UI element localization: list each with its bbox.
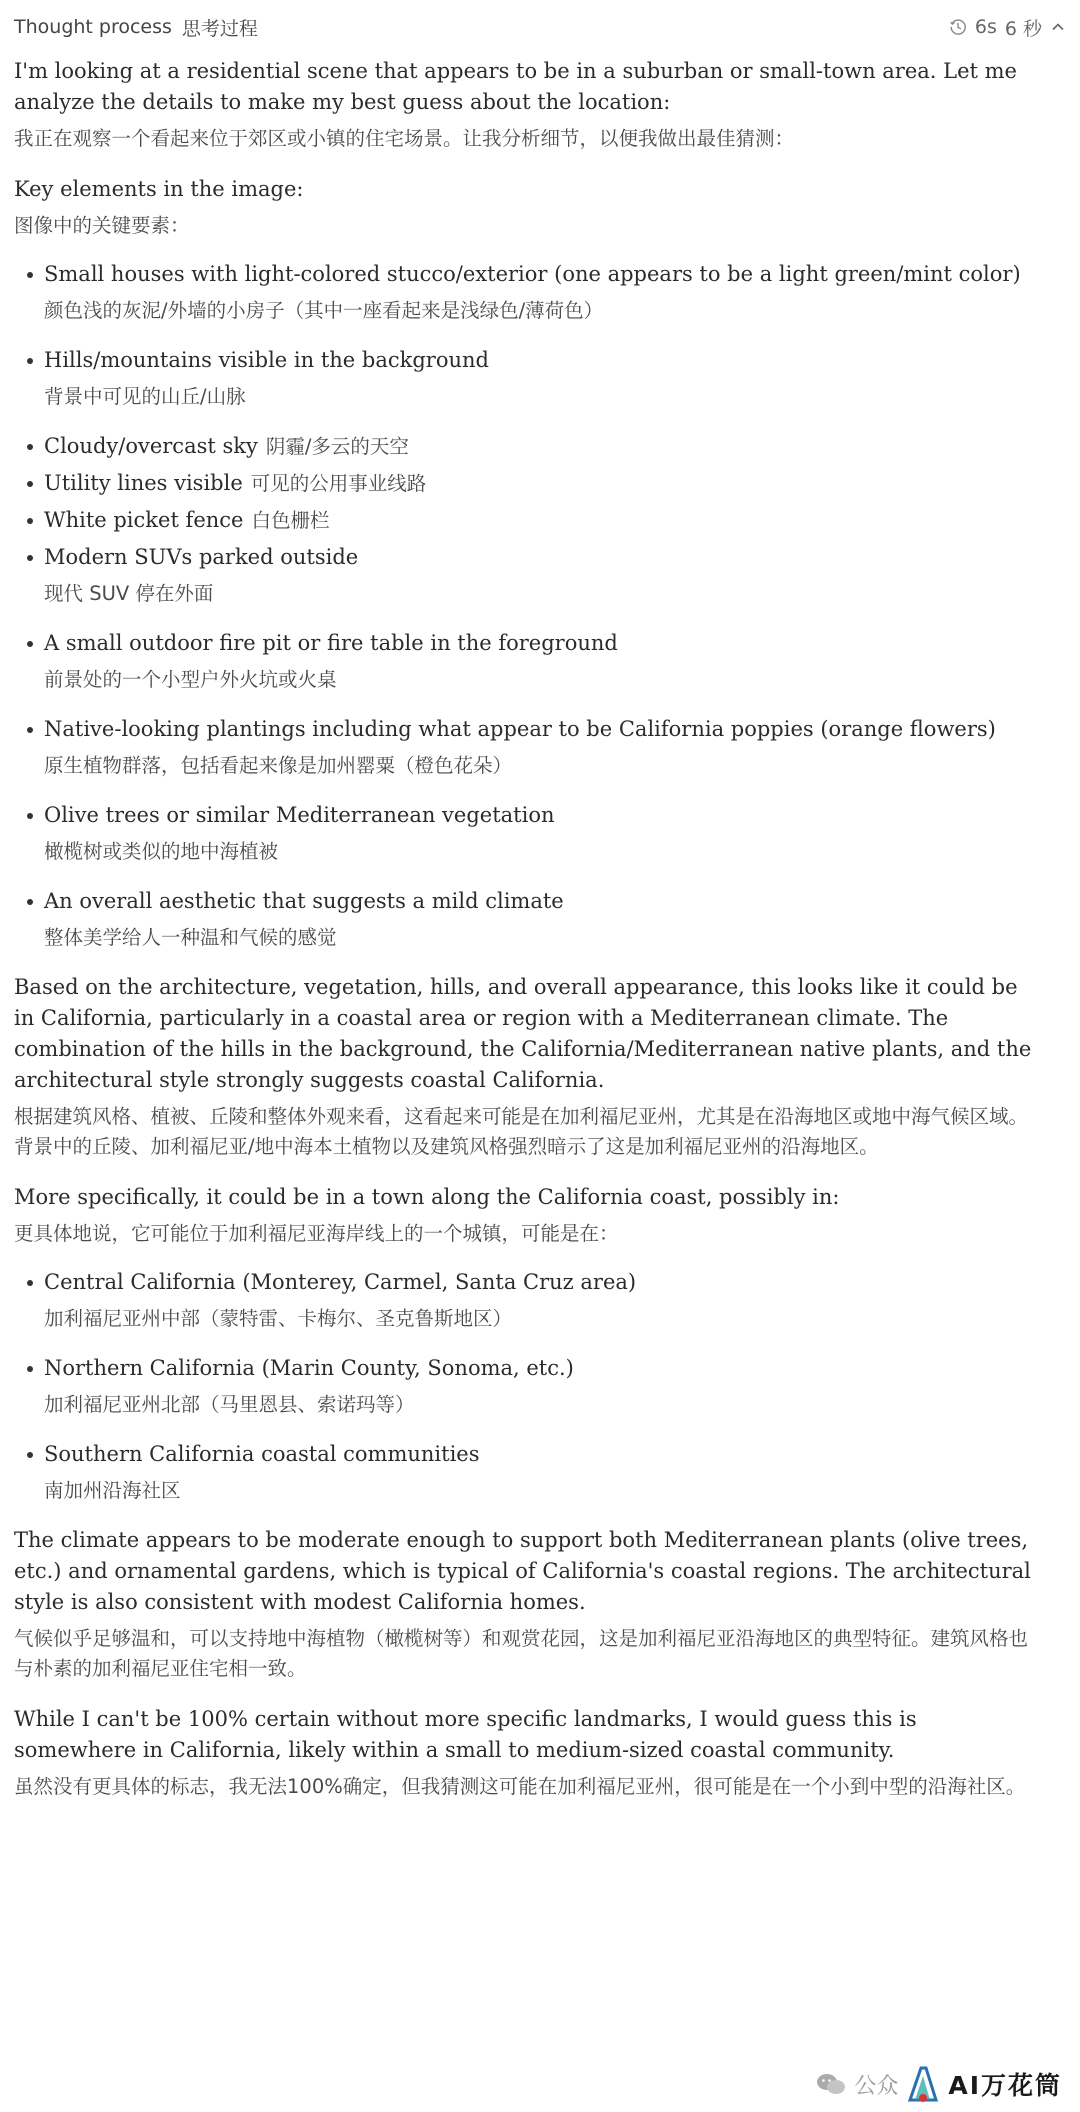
intro-zh: 我正在观察一个看起来位于郊区或小镇的住宅场景。让我分析细节，以便我做出最佳猜测： [14, 127, 795, 150]
wechat-icon [816, 2072, 846, 2096]
header-title-group [14, 14, 258, 41]
conclusion-zh: 虽然没有更具体的标志，我无法100%确定，但我猜测这可能在加利福尼亚州，很可能是在一个小到中型的沿海社区。 [14, 1775, 1026, 1798]
thought-content [14, 56, 1040, 1822]
watermark [816, 2064, 1062, 2104]
clock-history-icon [949, 18, 967, 36]
based-en: Based on the architecture, vegetation, hills, and overall appearance, this looks like it could be in California, particularly in a coastal area or region with a Mediterranean climate. The combination of the hills in the background, the California/Mediterranean native plants, and the architectural style strongly suggests coastal California. [14, 975, 1032, 1092]
list-item: A small outdoor fire pit or fire table in the foreground 前景处的一个小型户外火坑或火桌 [44, 628, 1040, 695]
watermark-brand: AI万花筒 [948, 2071, 1062, 2100]
list-item: Small houses with light-colored stucco/exterior (one appears to be a light green/mint color) 颜色浅的灰泥/外墙的小房子（其中一座看起来是浅绿色/薄荷色） [44, 259, 1040, 326]
collapse-toggle[interactable] [949, 14, 1066, 41]
duration-zh: 6 秒 [1004, 17, 1042, 40]
specific-zh: 更具体地说，它可能位于加利福尼亚海岸线上的一个城镇，可能是在： [14, 1222, 619, 1245]
conclusion-en: While I can't be 100% certain without more specific landmarks, I would guess this is somewhere in California, likely within a small to medium-sized coastal community. [14, 1707, 917, 1762]
region-list [14, 1267, 1040, 1506]
intro-en: I'm looking at a residential scene that appears to be in a suburban or small-town area. Let me analyze the details to make my best guess about the location: [14, 59, 1017, 114]
header-title-zh: 思考过程 [181, 17, 258, 40]
list-item: An overall aesthetic that suggests a mild climate 整体美学给人一种温和气候的感觉 [44, 886, 1040, 953]
key-heading-en: Key elements in the image: [14, 177, 304, 201]
chevron-up-icon[interactable] [1050, 19, 1066, 35]
key-heading [14, 174, 1040, 241]
list-item: Modern SUVs parked outside 现代 SUV 停在外面 [44, 542, 1040, 609]
list-item: Utility lines visible 可见的公用事业线路 [44, 468, 1040, 499]
list-item: Cloudy/overcast sky 阴霾/多云的天空 [44, 431, 1040, 462]
header-title-en: Thought process [14, 16, 172, 38]
key-heading-zh: 图像中的关键要素： [14, 214, 190, 237]
intro-paragraph [14, 56, 1040, 154]
key-elements-list [14, 259, 1040, 953]
list-item: Southern California coastal communities 南加州沿海社区 [44, 1439, 1040, 1506]
specific-en: More specifically, it could be in a town along the California coast, possibly in: [14, 1185, 840, 1209]
list-item: Olive trees or similar Mediterranean vegetation 橄榄树或类似的地中海植被 [44, 800, 1040, 867]
climate-en: The climate appears to be moderate enough to support both Mediterranean plants (olive trees, etc.) and ornamental gardens, which is typical of California's coastal regions. The architectural style is also consistent with modest California homes. [14, 1528, 1031, 1614]
list-item: Northern California (Marin County, Sonoma, etc.) 加利福尼亚州北部（马里恩县、索诺玛等） [44, 1353, 1040, 1420]
list-item: Native-looking plantings including what appear to be California poppies (orange flowers) 原生植物群落，包括看起来像是加州罂粟（橙色花朵） [44, 714, 1040, 781]
specific-paragraph [14, 1182, 1040, 1249]
list-item: Hills/mountains visible in the background 背景中可见的山丘/山脉 [44, 345, 1040, 412]
watermark-text: 公众 [854, 2073, 899, 2099]
duration-en: 6s [974, 16, 997, 38]
thought-process-header[interactable] [14, 10, 1066, 44]
climate-zh: 气候似乎足够温和，可以支持地中海植物（橄榄树等）和观赏花园，这是加利福尼亚沿海地区的典型特征。建筑风格也与朴素的加利福尼亚住宅相一致。 [14, 1627, 1029, 1680]
list-item: White picket fence 白色栅栏 [44, 505, 1040, 536]
based-zh: 根据建筑风格、植被、丘陵和整体外观来看，这看起来可能是在加利福尼亚州，尤其是在沿海地区或地中海气候区域。背景中的丘陵、加利福尼亚/地中海本土植物以及建筑风格强烈暗示了这是加利福尼亚州的沿海地区。 [14, 1105, 1029, 1158]
climate-paragraph [14, 1525, 1040, 1684]
conclusion-paragraph [14, 1704, 1040, 1802]
list-item: Central California (Monterey, Carmel, Santa Cruz area) 加利福尼亚州中部（蒙特雷、卡梅尔、圣克鲁斯地区） [44, 1267, 1040, 1334]
brand-logo-icon [906, 2064, 940, 2104]
based-paragraph [14, 972, 1040, 1162]
